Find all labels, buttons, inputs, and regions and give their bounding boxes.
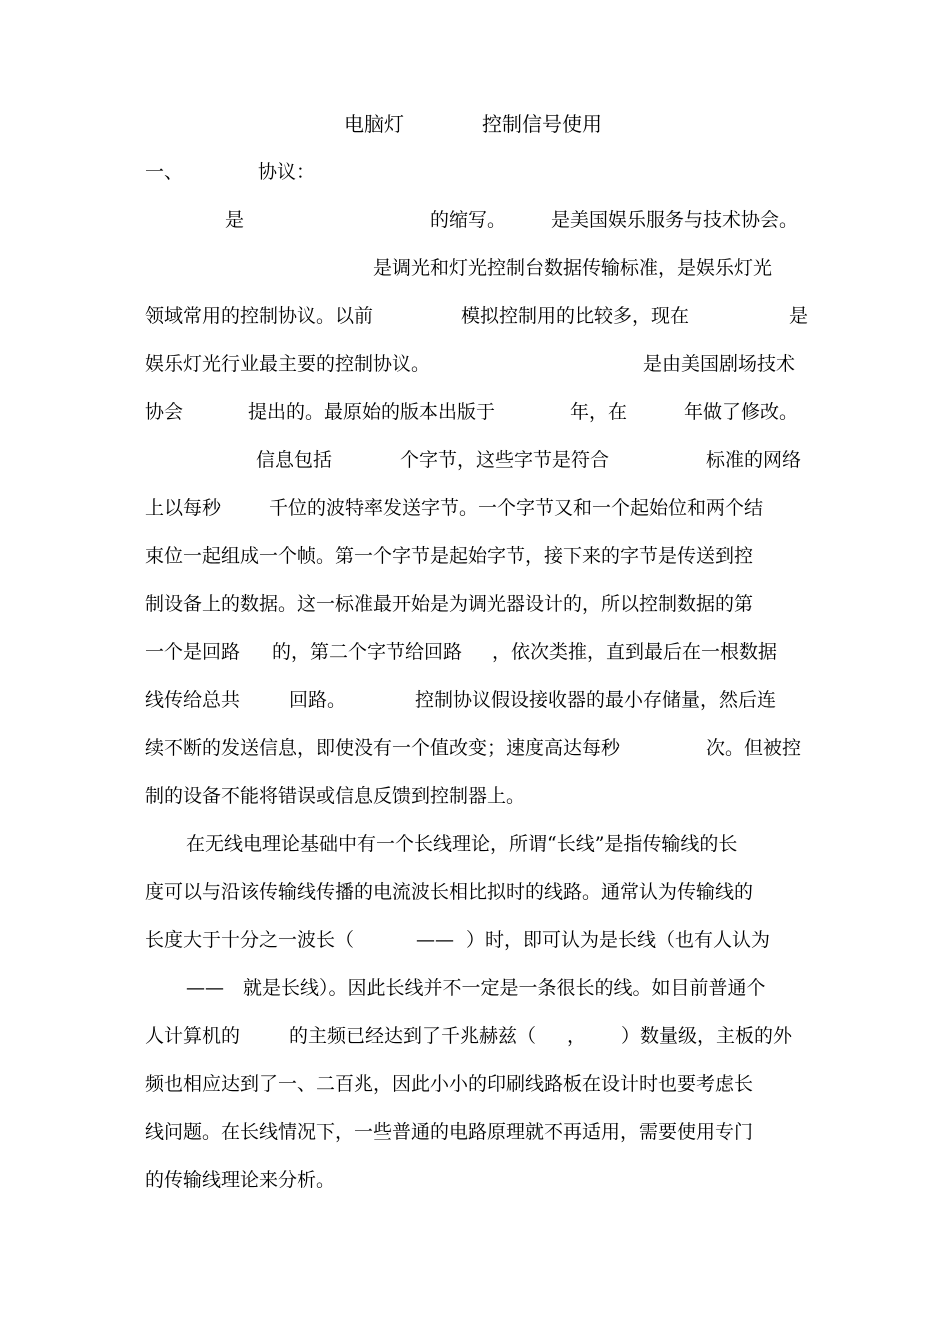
text-run: 领域常用的控制协议。以前: [145, 305, 374, 327]
text-run: ——: [186, 977, 224, 999]
text-run: ）时，即可认为是长线（也有人认为: [466, 929, 771, 951]
text-run: 制的设备不能将错误或信息反馈到控制器上。: [145, 785, 526, 807]
text-run: 的传输线理论来分析。: [145, 1169, 336, 1191]
heading-number: 一、: [145, 161, 184, 183]
text-run: 是美国娱乐服务与技术协会。: [551, 209, 799, 231]
text-run: 提出的。最原始的版本出版于: [248, 401, 496, 423]
text-run: 控制协议假设接收器的最小存储量，然后连: [415, 689, 777, 711]
text-run: 模拟控制用的比较多，现在: [461, 305, 690, 327]
text-run: 线传给总共: [145, 689, 241, 711]
text-run: 频也相应达到了一、二百兆，因此小小的印刷线路板在设计时也要考虑长: [145, 1073, 754, 1095]
text-run: ）数量级，主板的外: [621, 1025, 793, 1047]
text-run: 协会: [145, 401, 184, 423]
text-run: 年，在: [570, 401, 628, 423]
title-part-1: 电脑灯: [344, 112, 404, 136]
text-run: 线问题。在长线情况下，一些普通的电路原理就不再适用，需要使用专门: [145, 1121, 754, 1143]
heading-text: 协议：: [258, 161, 316, 183]
text-run: 的主频已经达到了千兆赫兹（: [289, 1025, 537, 1047]
text-run: 娱乐灯光行业最主要的控制协议。: [145, 353, 431, 375]
text-run: 一个是回路: [145, 641, 241, 663]
text-run: 是由美国剧场技术: [643, 353, 796, 375]
text-run: 长度大于十分之一波长（: [145, 929, 355, 951]
text-run: 是: [225, 209, 245, 231]
text-run: 千位的波特率发送字节。一个字节又和一个起始位和两个结: [269, 497, 764, 519]
text-run: 制设备上的数据。这一标准最开始是为调光器设计的，所以控制数据的第: [145, 593, 754, 615]
text-run: 个字节，这些字节是符合: [400, 449, 610, 471]
text-run: 上以每秒: [145, 497, 222, 519]
text-run: 的缩写。: [430, 209, 507, 231]
text-run: 信息包括: [256, 449, 333, 471]
text-run: 是: [789, 305, 809, 327]
text-run: 续不断的发送信息，即使没有一个值改变；速度高达每秒: [145, 737, 621, 759]
text-run: 回路。: [289, 689, 347, 711]
text-run: 度可以与沿该传输线传播的电流波长相比拟时的线路。通常认为传输线的: [145, 881, 754, 903]
paragraph-line: [0, 1168, 950, 1240]
text-run: ，: [567, 1025, 587, 1047]
text-run: 次。但被控: [706, 737, 802, 759]
text-run: ，依次类推，直到最后在一根数据: [492, 641, 778, 663]
text-run: 年做了修改。: [684, 401, 799, 423]
text-run: 人计算机的: [145, 1025, 241, 1047]
text-run: 标准的网络: [706, 449, 802, 471]
text-run: 的，第二个字节给回路: [272, 641, 463, 663]
text-run: ——: [416, 929, 454, 951]
text-run: 束位一起组成一个帧。第一个字节是起始字节，接下来的字节是传送到控: [145, 545, 754, 567]
text-run: 是调光和灯光控制台数据传输标准，是娱乐灯光: [373, 257, 773, 279]
text-run: 在无线电理论基础中有一个长线理论，所谓“长线”是指传输线的长: [186, 833, 738, 855]
title-part-2: 控制信号使用: [482, 112, 602, 136]
text-run: 就是长线）。因此长线并不一定是一条很长的线。如目前普通个: [243, 977, 766, 999]
